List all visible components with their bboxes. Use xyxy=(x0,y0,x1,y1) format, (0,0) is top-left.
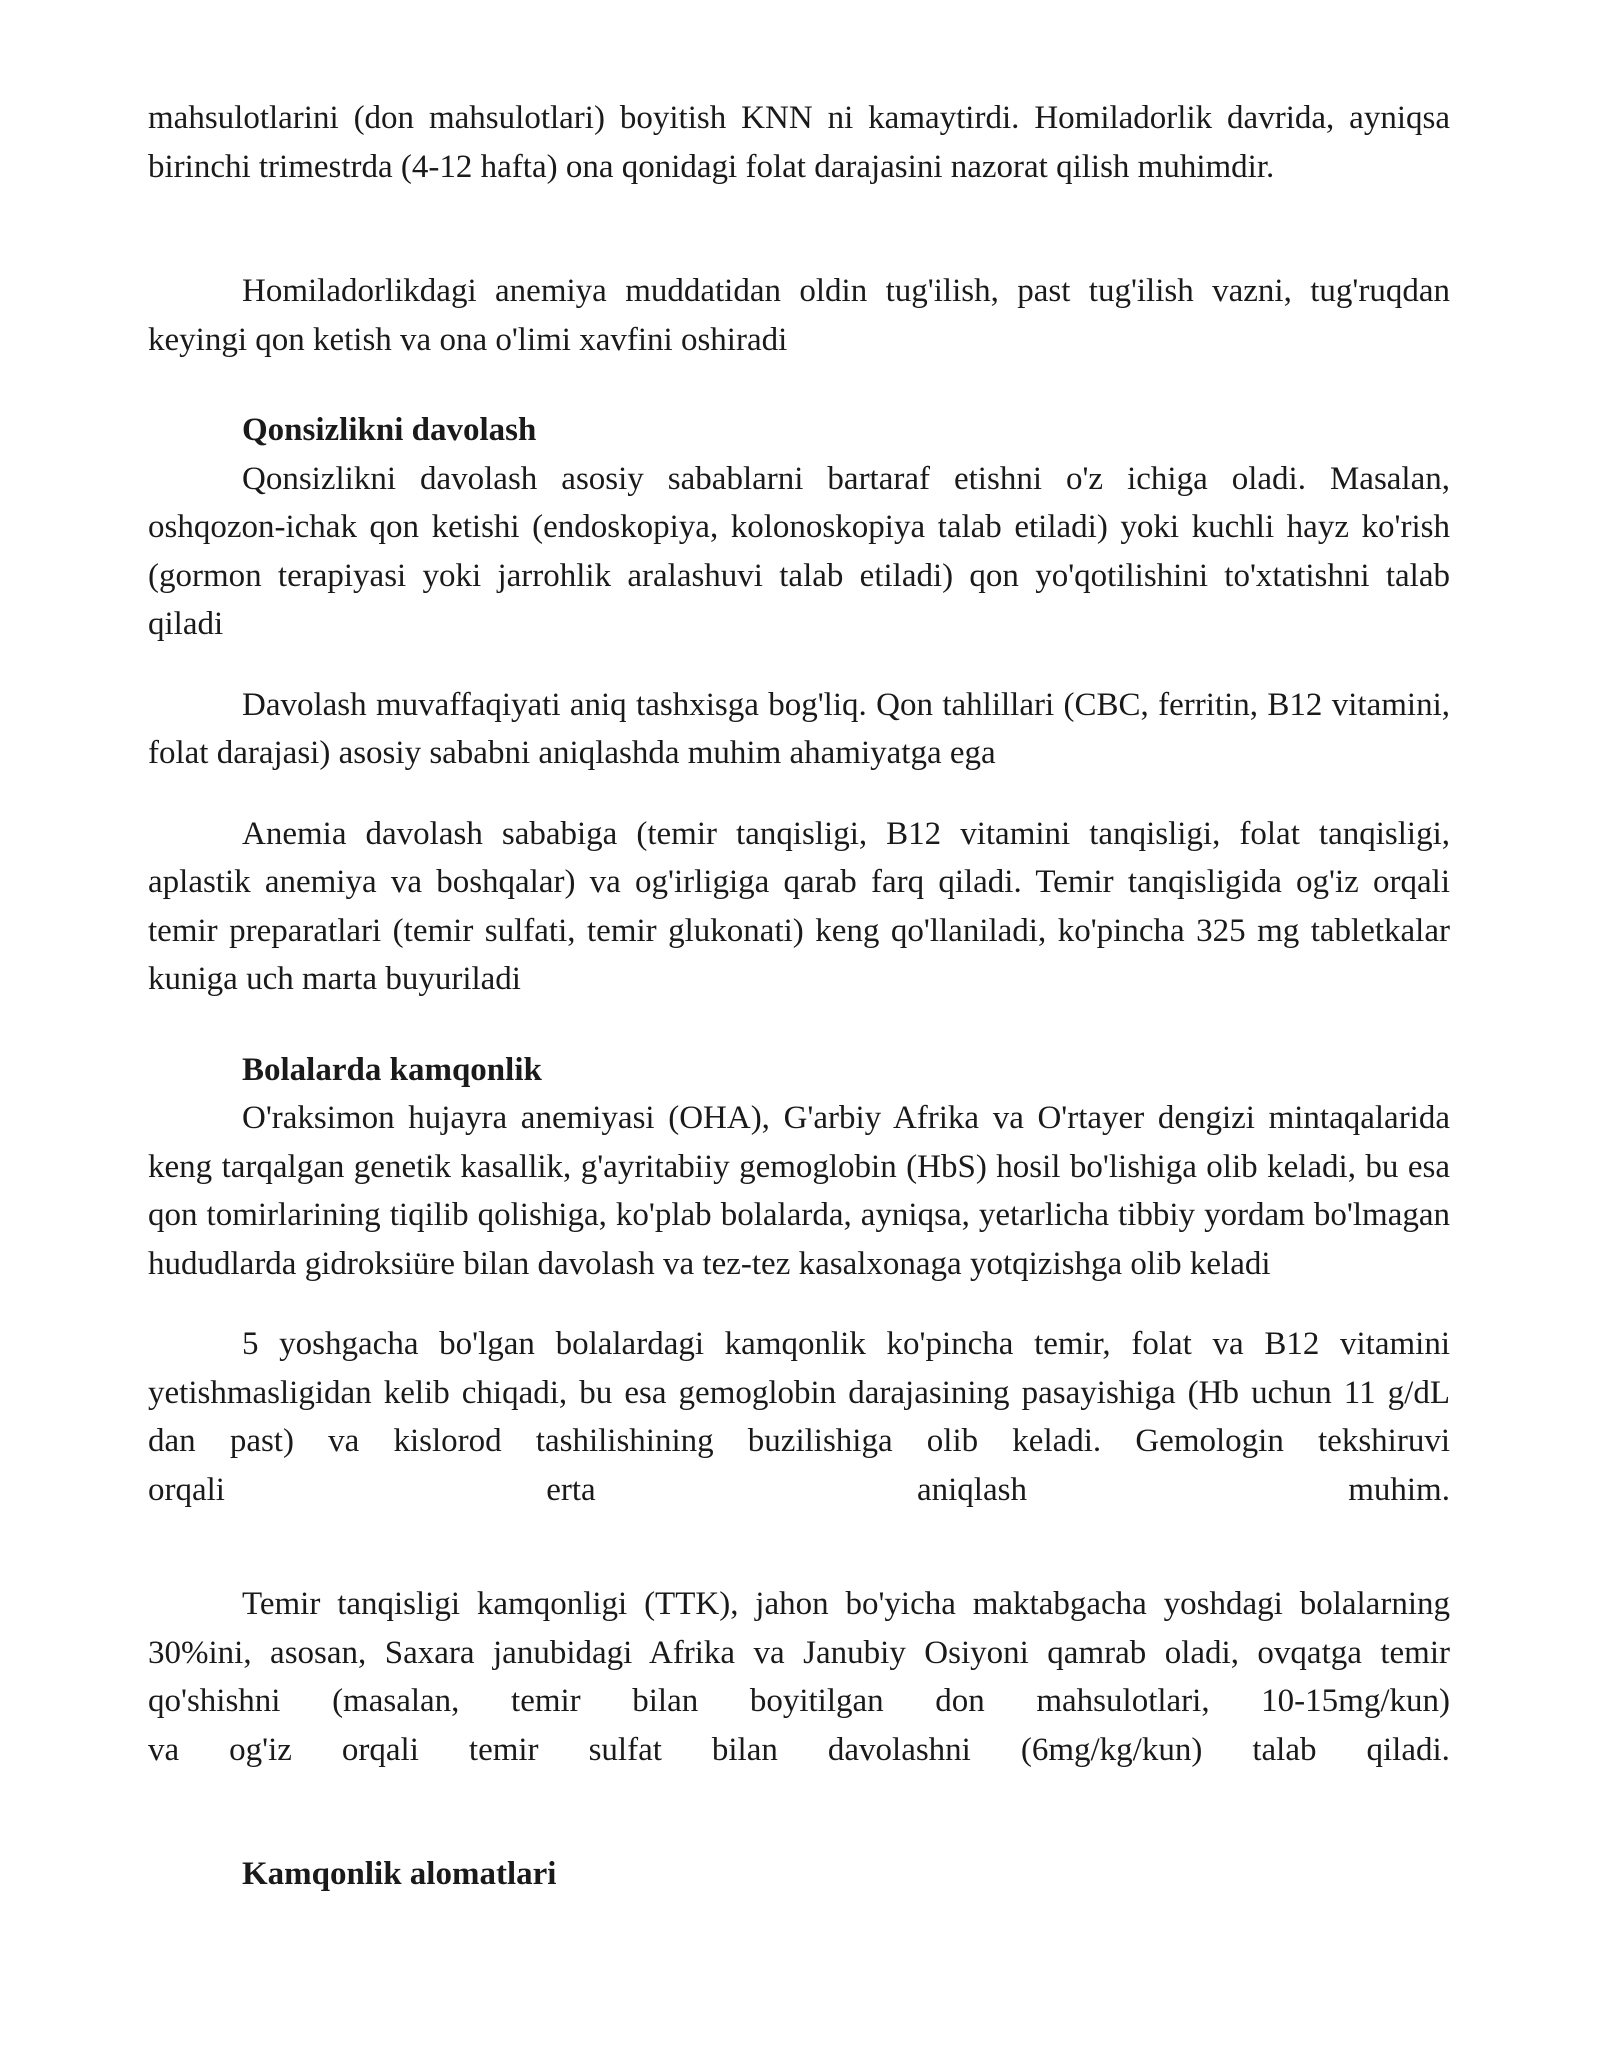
paragraph-iron-deficiency: Temir tanqisligi kamqonligi (TTK), jahon bo'yicha maktabgacha yoshdagi bolalarning 30%ini, asosan, Saxara janubidagi Afrika va Janubiy Osiyoni qamrab oladi, ovqatga temir qo'shishni (masalan, temir bilan boyitilgan don mahsulotlari, 10-15mg/kun) xyxy=(148,1586,1450,1719)
word: erta xyxy=(546,1471,596,1508)
word: qiladi. xyxy=(1366,1731,1450,1768)
paragraph-under-five-last-line xyxy=(148,1466,1450,1515)
paragraph-folate: mahsulotlarini (don mahsulotlari) boyitish KNN ni kamaytirdi. Homiladorlik davrida, ayniqsa birinchi trimestrda (4-12 hafta) ona qonidagi folat darajasini nazorat qilish muhimdir. xyxy=(148,100,1450,185)
paragraph-treatment-causes: Qonsizlikni davolash asosiy sabablarni bartaraf etishni o'z ichiga oladi. Masalan, oshqozon-ichak qon ketishi (endoskopiya, kolonoskopiya talab etiladi) yoki kuchli hayz ko'rish (gormon terapiyasi yoki jarrohlik aralashuvi talab etiladi) qon yo'qotilishini to'xtatishni talab qiladi xyxy=(148,460,1450,642)
paragraph-under-five: 5 yoshgacha bo'lgan bolalardagi kamqonlik ko'pincha temir, folat va B12 vitamini yetishmasligidan kelib chiqadi, bu esa gemoglobin darajasining pasayishiga (Hb uchun 11 g/dL dan past) va kislorod tashilishining buzilishiga olib keladi. Gemologin tekshiruvi xyxy=(148,1326,1450,1459)
word: og'iz xyxy=(229,1731,292,1768)
word: (6mg/kg/kun) xyxy=(1020,1731,1203,1768)
paragraph-pregnancy-anemia: Homiladorlikdagi anemiya muddatidan oldin tug'ilish, past tug'ilish vazni, tug'ruqdan keyingi qon ketish va ona o'limi xavfini oshiradi xyxy=(148,273,1450,358)
paragraph-iron-deficiency-last-line xyxy=(148,1726,1450,1775)
paragraph-treatment-diagnosis: Davolash muvaffaqiyati aniq tashxisga bog'liq. Qon tahlillari (CBC, ferritin, B12 vitamini, folat darajasi) asosiy sababni aniqlashda muhim ahamiyatga ega xyxy=(148,686,1450,771)
word: aniqlash xyxy=(916,1471,1027,1508)
word: bilan xyxy=(711,1731,778,1768)
heading-symptoms: Kamqonlik alomatlari xyxy=(242,1856,557,1892)
paragraph-treatment-iron: Anemia davolash sababiga (temir tanqisligi, B12 vitamini tanqisligi, folat tanqisligi, aplastik anemiya va boshqalar) va og'irligiga qarab farq qiladi. Temir tanqisligida og'iz orqali temir preparatlari (temir sulfati, temir glukonati) keng qo'llaniladi, ko'pincha 325 mg tabletkalar kuniga uch marta buyuriladi xyxy=(148,815,1450,997)
document-page xyxy=(148,94,1450,1899)
word: sulfat xyxy=(588,1731,662,1768)
word: va xyxy=(148,1731,180,1768)
heading-treatment: Qonsizlikni davolash xyxy=(242,412,537,448)
word: orqali xyxy=(341,1731,419,1768)
word: davolashni xyxy=(827,1731,971,1768)
word: muhim. xyxy=(1348,1471,1450,1508)
heading-children-anemia: Bolalarda kamqonlik xyxy=(242,1051,542,1088)
paragraph-sickle-cell: O'raksimon hujayra anemiyasi (OHA), G'arbiy Afrika va O'rtayer dengizi mintaqalarida keng tarqalgan genetik kasallik, g'ayritabiiy gemoglobin (HbS) hosil bo'lishiga olib keladi, bu esa qon tomirlarining tiqilib qolishiga, ko'plab bolalarda, ayniqsa, yetarlicha tibbiy yordam bo'lmagan hududlarda gidroksiüre bilan davolash va tez-tez kasalxonaga yotqizishga olib keladi xyxy=(148,1100,1450,1282)
word: talab xyxy=(1252,1731,1317,1768)
word: temir xyxy=(468,1731,539,1768)
word: orqali xyxy=(148,1471,225,1508)
